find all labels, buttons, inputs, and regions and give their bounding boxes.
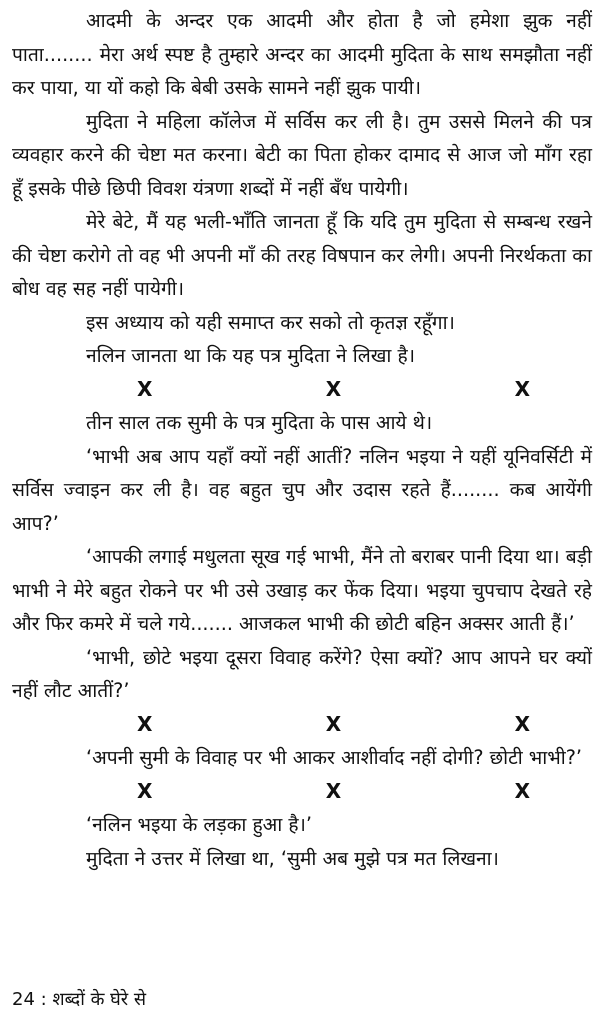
separator-mark: X (325, 711, 342, 736)
separator-mark: X (514, 711, 530, 736)
paragraph: ‘भाभी, छोटे भइया दूसरा विवाह करेंगे? ऐसा क्यों? आप आपने घर क्यों नहीं लौट आतीं?’ (12, 645, 592, 702)
separator-mark: X (325, 376, 342, 401)
paragraph: ‘आपकी लगाई मधुलता सूख गई भाभी, मैंने तो बराबर पानी दिया था। बड़ी भाभी ने मेरे बहुत रोकने पर भी उसे उखाड़ कर फेंक दिया। भइया चुपचाप देखते रहे और फिर कमरे में चले गये....... आजकल भाभी की छोटी बहिन अक्सर आती हैं।’ (12, 545, 592, 635)
paragraph: इस अध्याय को यही समाप्त कर सको तो कृतज्ञ रहूँगा। (86, 310, 455, 334)
paragraph: तीन साल तक सुमी के पत्र मुदिता के पास आये थे। (86, 411, 433, 434)
paragraph: मेरे बेटे, मैं यह भली-भाँति जानता हूँ कि यदि तुम मुदिता से सम्बन्ध रखने की चेष्टा करोगे तो वह भी अपनी माँ की तरह विषपान कर लेगी। अपनी निरर्थकता का बोध वह सह नहीं पायेगी। (12, 210, 592, 300)
paragraph: नलिन जानता था कि यह पत्र मुदिता ने लिखा है। (86, 344, 415, 367)
separator-mark: X (137, 376, 153, 401)
paragraph: ‘नलिन भइया के लड़का हुआ है।’ (86, 813, 312, 836)
section-separator (12, 373, 592, 407)
paragraph: आदमी के अन्दर एक आदमी और होता है जो हमेशा झुक नहीं पाता........ मेरा अर्थ स्पष्ट है तुम्हारे अन्दर का आदमी मुदिता के साथ समझौता नहीं कर पाया, या यों कहो कि बेबी उसके सामने नहीं झुक पायी। (12, 9, 592, 99)
paragraph: ‘भाभी अब आप यहाँ क्यों नहीं आतीं? नलिन भइया ने यहीं यूनिवर्सिटी में सर्विस ज्वाइन कर ली है। वह बहुत चुप और उदास रहते हैं........ कब आयेंगी आप?’ (12, 444, 592, 535)
page-footer: 24 : शब्दों के घेरे से (12, 989, 147, 1010)
separator-mark: X (514, 376, 530, 401)
paragraph: मुदिता ने महिला कॉलेज में सर्विस कर ली है। तुम उससे मिलने की पत्र व्यवहार करने की चेष्टा मत करना। बेटी का पिता होकर दामाद से आज जो माँग रहा हूँ इसके पीछे छिपी विवश यंत्रणा शब्दों में नहीं बँध पायेगी। (12, 109, 592, 200)
separator-mark: X (514, 778, 530, 803)
separator-mark: X (137, 711, 153, 736)
section-separator (12, 775, 592, 809)
separator-mark: X (325, 778, 342, 803)
section-separator (12, 708, 592, 742)
paragraph: ‘अपनी सुमी के विवाह पर भी आकर आशीर्वाद नहीं दोगी? छोटी भाभी?’ (86, 746, 583, 769)
paragraph: मुदिता ने उत्तर में लिखा था, ‘सुमी अब मुझे पत्र मत लिखना। (86, 846, 499, 870)
separator-mark: X (137, 778, 153, 803)
